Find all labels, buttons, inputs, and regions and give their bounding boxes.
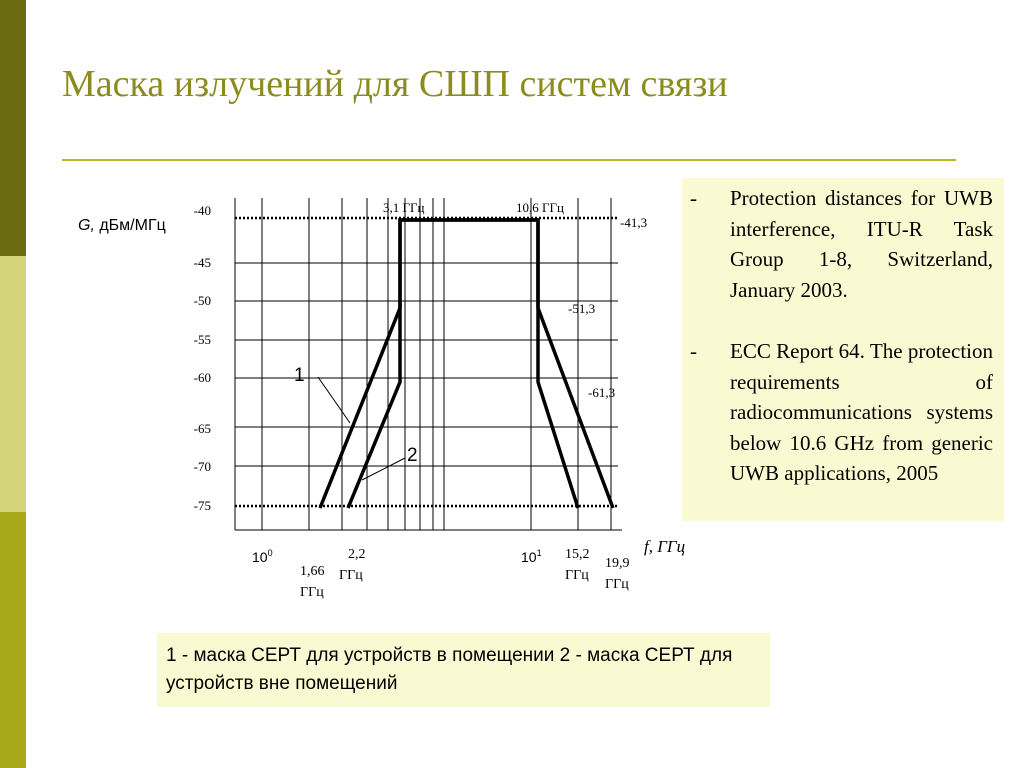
freq-15-2-unit: ГГц (565, 568, 589, 583)
freq-2-2-unit: ГГц (339, 568, 363, 583)
reference-dash: - (690, 339, 697, 363)
y-tick-label: -60 (193, 370, 211, 385)
curve-2-label: 2 (407, 445, 418, 466)
reference-text: Protection distances for UWB interference, ITU-R Task Group 1-8, Switzerland, January 2003. (730, 186, 993, 302)
freq-3-1-label: 3,1 ГГц (383, 200, 425, 215)
freq-1-66-unit: ГГц (300, 585, 324, 600)
references-box (682, 178, 1004, 521)
reference-dash: - (690, 186, 697, 210)
x-tick-decade-0: $10^0$ (252, 548, 273, 565)
freq-19-9-unit: ГГц (605, 577, 629, 592)
y-tick-label: -70 (193, 459, 211, 474)
reference-text: ECC Report 64. The protection requirements of radiocommunications systems below 10.6 GHz from generic UWB applications, 2005 (730, 339, 993, 486)
y-tick-label: -75 (193, 498, 211, 513)
y-axis-label: G, дБм/МГц (78, 217, 166, 234)
x-tick-decade-1: $10^1$ (521, 548, 542, 565)
y-tick-label: -65 (193, 421, 211, 436)
y-tick-label: -50 (193, 293, 211, 308)
freq-1-66-value: 1,66 (300, 564, 325, 579)
freq-10-6-label: 10,6 ГГц (516, 200, 564, 215)
diagram-grid (235, 198, 622, 530)
y-tick-label: -45 (193, 255, 211, 270)
reference-item (690, 183, 993, 305)
level-51-3-label: -51,3 (568, 301, 596, 316)
y-tick-labels (194, 203, 211, 513)
legend-box (157, 633, 770, 707)
y-tick-label: -55 (193, 332, 211, 347)
level-61-3-label: -61,3 (588, 385, 616, 400)
curve-1-leader (318, 377, 350, 423)
freq-19-9-value: 19,9 (605, 556, 630, 571)
freq-15-2-value: 15,2 (565, 547, 590, 562)
reference-item (690, 336, 993, 489)
y-tick-label: -40 (193, 203, 211, 218)
level-41-3-label: -41,3 (620, 215, 648, 230)
legend-text: 1 - маска СЕРТ для устройств в помещении 2 - маска СЕРТ для устройств вне помещений (166, 645, 733, 694)
x-axis-label: f, ГГц (644, 537, 686, 556)
slide-title: Маска излучений для СШП систем связи (62, 63, 728, 105)
curve-1-label: 1 (294, 365, 305, 386)
freq-2-2-value: 2,2 (348, 547, 366, 562)
